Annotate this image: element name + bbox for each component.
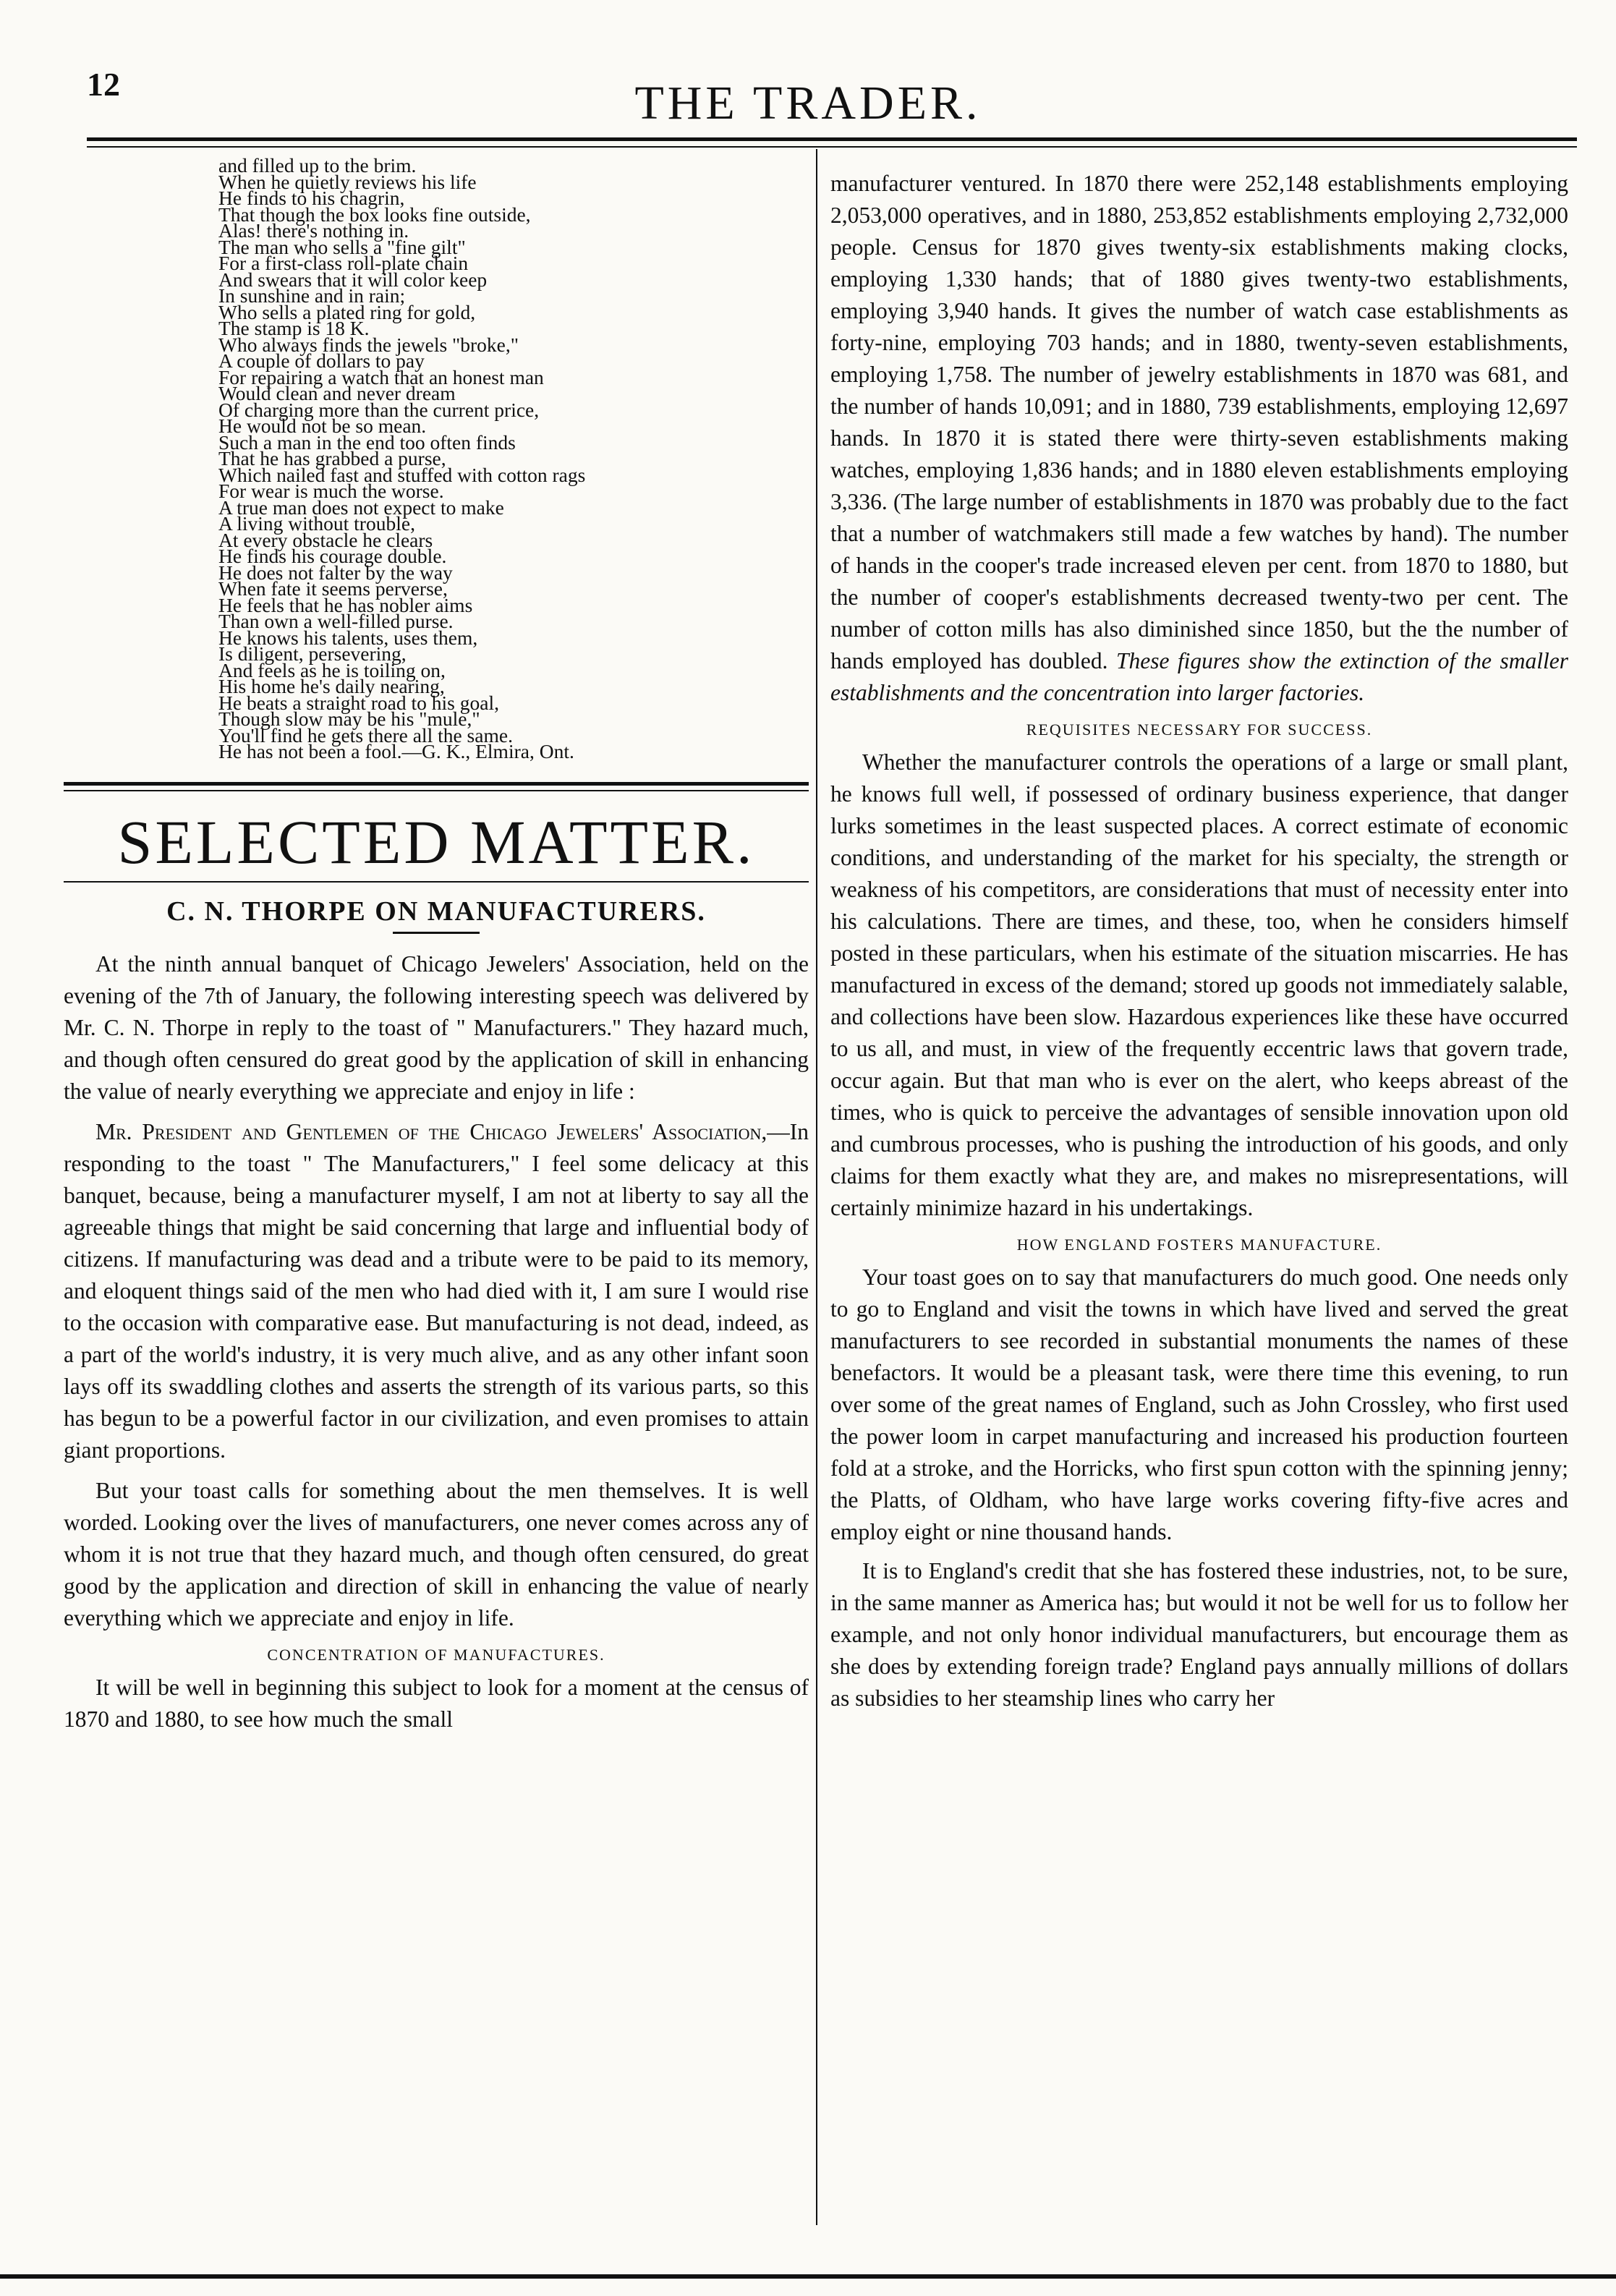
address-salutation: Mr. President and Gentlemen of the Chicago Jewelers' Association,	[95, 1118, 767, 1144]
running-title: THE TRADER.	[634, 77, 982, 129]
page-number: 12	[87, 66, 120, 103]
paragraph-concentration-cont	[830, 168, 1568, 709]
poem-line: The stamp is 18 K.	[218, 317, 370, 339]
poem-line: For a first-class roll-plate chain	[218, 252, 469, 274]
poem-line: and filled up to the brim.	[218, 154, 417, 177]
poem-line: Is diligent, persevering,	[218, 642, 407, 665]
poem-line: He finds to his chagrin,	[218, 187, 405, 209]
poem-line: Though slow may be his "mule,"	[218, 707, 480, 730]
poem-line: And feels as he is toiling on,	[218, 658, 446, 681]
section-rule-thick	[64, 782, 809, 786]
section-title-rule	[64, 881, 809, 883]
poem-line: That he has grabbed a purse,	[218, 447, 446, 469]
poem-line: Which nailed fast and stuffed with cotton rags	[218, 463, 586, 486]
poem-line: In sunshine and in rain;	[218, 284, 406, 307]
poem-line: Who always finds the jewels "broke,"	[218, 333, 519, 356]
article-title-rule	[393, 932, 480, 934]
poem-line: He beats a straight road to his goal,	[218, 691, 499, 714]
poem-line: Such a man in the end too often finds	[218, 430, 516, 454]
paragraph-england-1: Your toast goes on to say that manufacturers do much good. One needs only to go to England and visit the towns in which have lived and served the great manufacturers to see recorded in substantial monuments the names of these benefactors. It would be a pleasant task, were there time this evening, to run over some of the great names of England, such as John Crossley, who first used the power loom in carpet manufacturing and increased his production fourteen fold at a stroke, and the Horricks, who first spun cotton with the spinning jenny; the Platts, of Oldham, who have large works covering fifty-five acres and employ eight or nine thousand hands.	[830, 1264, 1568, 1544]
subhead-england: HOW ENGLAND FOSTERS MANUFACTURE.	[1016, 1236, 1382, 1254]
paragraph-requisites: Whether the manufacturer controls the operations of a large or small plant, he knows full well, if possessed of ordinary business experience, that danger lurks sometimes in the least suspected places. A correct estimate of economic conditions, and understanding of the market for his specialty, the strength or weakness of his competitors, are considerations that must of necessity enter into his calculations. There are times, and these, too, when he considers himself posted in these particulars, when his estimate of the situation miscarries. He has manufactured in excess of the demand; stored up goods not immediately salable, and collections have been slow. Hazardous experiences like these have occurred to us all, and must, in view of the frequently eccentric laws that govern trade, occur again. But that man who is ever on the alert, who keeps abreast of the times, who is quick to perceive the advantages of sensible innovation upon old and cumbrous processes, who is pushing the introduction of his goods, and only claims for them exactly what they are, and makes no misrepresentations, will certainly minimize hazard in his undertakings.	[830, 749, 1568, 1220]
section-title: SELECTED MATTER.	[117, 807, 755, 877]
header-rule	[87, 137, 1577, 141]
right-column	[830, 168, 1568, 1722]
paragraph-england-2: It is to England's credit that she has fostered these industries, not, to be sure, in the same manner as America has; but would it not be well for us to follow her example, and not only honor individual manufacturers, but encourage them as she does by extending foreign trade? England pays annually millions of dollars as subsidies to her steamship lines who carry her	[830, 1558, 1568, 1711]
concentration-text: manufacturer ventured. In 1870 there were 252,148 establishments employing 2,053,000 operatives, and in 1880, 253,852 establishments employing 2,732,000 people. Census for 1870 gives twenty-six establishments making clocks, employing 1,330 hands; that of 1880 gives twenty-two establishments, employing 3,940 hands. It gives the number of watch case establishments as forty-nine, employing 703 hands; and in 1880, twenty-seven establishments, employing 1,758. The number of jewelry establishments in 1870 was 681, and the number of hands 10,091; and in 1880, 739 establishments, employing 12,697 hands. In 1870 it is stated there were thirty-seven establishments making watches, employing 1,836 hands; and in 1880 eleven establishments employing 3,336. (The large number of establishments in 1870 was probably due to the fact that a number of watchmakers still made a few watches by hand). The number of hands in the cooper's trade increased eleven per cent. from 1870 to 1880, but the number of cooper's establishments decreased twenty-two per cent. The number of cotton mills has also diminished since 1850, but the the number of hands employed has doubled.	[830, 171, 1568, 673]
poem-line: Who sells a plated ring for gold,	[218, 300, 476, 323]
poem-line: He knows his talents, uses them,	[218, 626, 478, 649]
poem-line: His home he's daily nearing,	[218, 675, 445, 697]
poem-line: The man who sells a "fine gilt"	[218, 235, 466, 258]
poem-line: A living without trouble,	[218, 512, 415, 535]
poem-line: That though the box looks fine outside,	[218, 203, 531, 226]
header-rule-thin	[87, 146, 1577, 148]
poem-line: A couple of dollars to pay	[218, 349, 425, 372]
poem-line: When he quietly reviews his life	[218, 170, 477, 193]
poem-line: And swears that it will color keep	[218, 268, 488, 291]
article-intro: At the ninth annual banquet of Chicago Jewelers' Association, held on the evening of the 7th of January, the following interesting speech was delivered by Mr. C. N. Thorpe in reply to the toast of " Manufacturers." They hazard much, and though often censured do great good by the application of skill in enhancing the value of nearly everything we appreciate and enjoy in life :	[64, 951, 809, 1104]
subhead-concentration: CONCENTRATION OF MANUFACTURES.	[267, 1645, 605, 1664]
poem-line: He finds his courage double.	[218, 545, 447, 567]
poem-line: At every obstacle he clears	[218, 528, 433, 551]
article-address	[64, 1116, 809, 1466]
poem-line: For wear is much the worse.	[218, 480, 444, 502]
footer-rule	[0, 2274, 1616, 2279]
poem	[218, 154, 809, 762]
poem-line: Of charging more than the current price,	[218, 398, 540, 421]
address-body: —In responding to the toast " The Manufacturers," I feel some delicacy at this banquet, because, being a manufacturer myself, I am not at liberty to say all the agreeable things that might be said concerning that large and influential body of citizens. If manufacturing was dead and a tribute were to be paid to its memory, and eloquent things said of the men who had died with it, I am sure I would rise to the occasion with comparative ease. But manufacturing is not dead, indeed, as a part of the world's industry, it is very much alive, and as any other infant soon lays off its swaddling clothes and asserts the strength of its various parts, so this has begun to be a powerful factor in our civilization, and even promises to attain giant proportions.	[64, 1118, 809, 1463]
poem-line: He feels that he has nobler aims	[218, 593, 473, 616]
paragraph-concentration-start: It will be well in beginning this subject to look for a moment at the census of 1870 and 1880, to see how much the small	[64, 1674, 809, 1732]
poem-line: Would clean and never dream	[218, 382, 456, 404]
poem-line: You'll find he gets there all the same.	[218, 723, 513, 747]
column-divider	[816, 149, 817, 2225]
article-title: C. N. THORPE ON MANUFACTURERS.	[166, 896, 706, 927]
poem-line: Than own a well-filled purse.	[218, 610, 454, 632]
poem-line: A true man does not expect to make	[218, 496, 504, 519]
poem-line: He has not been a fool.—G. K., Elmira, Ont.	[218, 740, 574, 762]
poem-line: For repairing a watch that an honest man	[218, 365, 544, 388]
poem-line: He does not falter by the way	[218, 561, 453, 584]
poem-line: He would not be so mean.	[218, 414, 427, 437]
concentration-italic: These figures show the extinction of the smaller establishments and the concentration into larger factories.	[830, 648, 1569, 705]
poem-line: Alas! there's nothing in.	[218, 219, 409, 242]
left-column	[64, 154, 809, 1744]
section-rule-thin	[64, 790, 809, 791]
poem-line: When fate it seems perverse,	[218, 577, 448, 600]
subhead-requisites: REQUISITES NECESSARY FOR SUCCESS.	[1026, 720, 1373, 739]
paragraph-toast: But your toast calls for something about the men themselves. It is well worded. Looking over the lives of manufacturers, one never comes across any of whom it is not true that they hazard much, and though often censured, do great good by the application and direction of skill in enhancing the value of nearly everything which we appreciate and enjoy in life.	[64, 1477, 809, 1630]
